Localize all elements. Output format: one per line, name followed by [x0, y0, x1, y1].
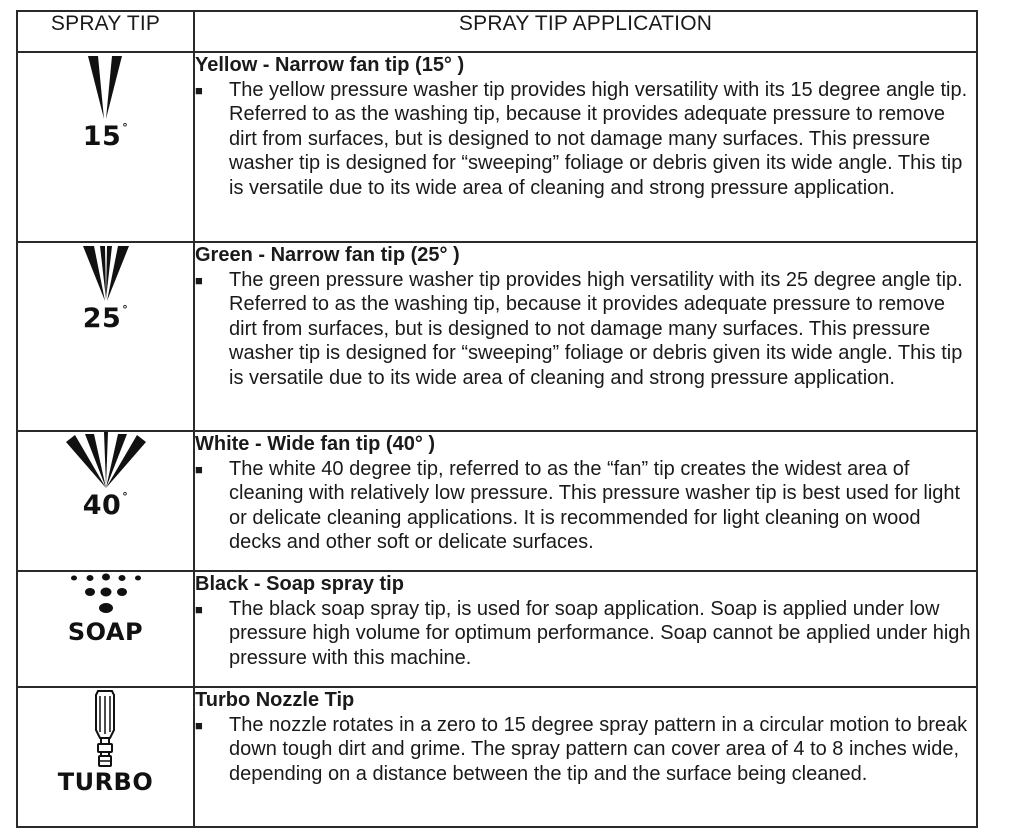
application-cell — [194, 52, 977, 242]
table-row — [17, 52, 977, 242]
application-cell — [194, 687, 977, 827]
tip-title: White - Wide fan tip (40° ) — [195, 433, 436, 455]
bullet-square: ■ — [195, 83, 203, 98]
bullet-square: ■ — [195, 273, 203, 288]
turbo-nozzle-icon — [85, 688, 125, 770]
tip-title: Turbo Nozzle Tip — [195, 689, 355, 711]
soap-label: SOAP — [67, 618, 144, 646]
soap-spray-icon — [68, 572, 144, 620]
angle-label: 40° — [82, 490, 129, 521]
bullet-item — [195, 78, 976, 200]
table-row — [17, 242, 977, 431]
spray-tip-cell — [17, 571, 194, 687]
table-header-row — [17, 11, 977, 52]
tip-description: The white 40 degree tip, referred to as the “fan” tip creates the widest area of cleaning with relatively low pressure. This pressure washer tip is best used for light or delicate cleaning applications. It is recommended for light cleaning on wood decks and other soft or delicate surfaces. — [229, 458, 961, 554]
turbo-label: TURBO — [57, 768, 154, 796]
tip-description: The yellow pressure washer tip provides high versatility with its 15 degree angle tip. Referred to as the washing tip, because it provides adequate pressure to remove dirt from surfaces, but is designed to not damage many surfaces. This pressure washer tip is designed for “sweeping” foliage or debris given its wide angle. This tip is versatile due to its wide area of cleaning and strong pressure application. — [229, 79, 968, 199]
tip-description: The nozzle rotates in a zero to 15 degree spray pattern in a circular motion to break down tough dirt and grime. The spray pattern can cover area of 4 to 8 inches wide, depending on a distance between the tip and the surface being cleaned. — [229, 714, 968, 785]
application-cell — [194, 571, 977, 687]
bullet-square: ■ — [195, 718, 203, 733]
wide-fan-40-icon — [63, 432, 149, 492]
application-cell — [194, 431, 977, 571]
column-header-application: SPRAY TIP APPLICATION — [194, 11, 977, 52]
narrow-fan-15-icon — [83, 53, 127, 123]
column-header-spray-tip: SPRAY TIP — [17, 11, 194, 52]
bullet-item — [195, 713, 976, 786]
spray-tip-cell — [17, 687, 194, 827]
tip-description: The black soap spray tip, is used for soap application. Soap is applied under low pressure high volume for optimum performance. Soap cannot be applied under high pressure with this machine. — [229, 598, 971, 669]
tip-title: Green - Narrow fan tip (25° ) — [195, 244, 460, 266]
application-cell — [194, 242, 977, 431]
table-row — [17, 687, 977, 827]
spray-tip-cell — [17, 242, 194, 431]
table-row — [17, 431, 977, 571]
bullet-item — [195, 268, 976, 390]
bullet-square: ■ — [195, 602, 203, 617]
spray-tip-table — [16, 10, 978, 828]
narrow-fan-25-icon — [81, 243, 131, 305]
bullet-item — [195, 457, 976, 555]
table-row — [17, 571, 977, 687]
tip-title: Black - Soap spray tip — [195, 573, 404, 595]
angle-label: 25° — [82, 303, 129, 334]
spray-tip-cell — [17, 431, 194, 571]
tip-description: The green pressure washer tip provides high versatility with its 25 degree angle tip. Referred to as the washing tip, because it provides adequate pressure to remove dirt from surfaces, but is designed to not damage many surfaces. This pressure washer tip is designed for “sweeping” foliage or debris given its wide angle. This tip is versatile due to its wide area of cleaning and strong pressure application. — [229, 269, 963, 389]
spray-tip-cell — [17, 52, 194, 242]
tip-title: Yellow - Narrow fan tip (15° ) — [195, 54, 465, 76]
angle-label: 15° — [82, 121, 129, 152]
bullet-item — [195, 597, 976, 670]
bullet-square: ■ — [195, 462, 203, 477]
